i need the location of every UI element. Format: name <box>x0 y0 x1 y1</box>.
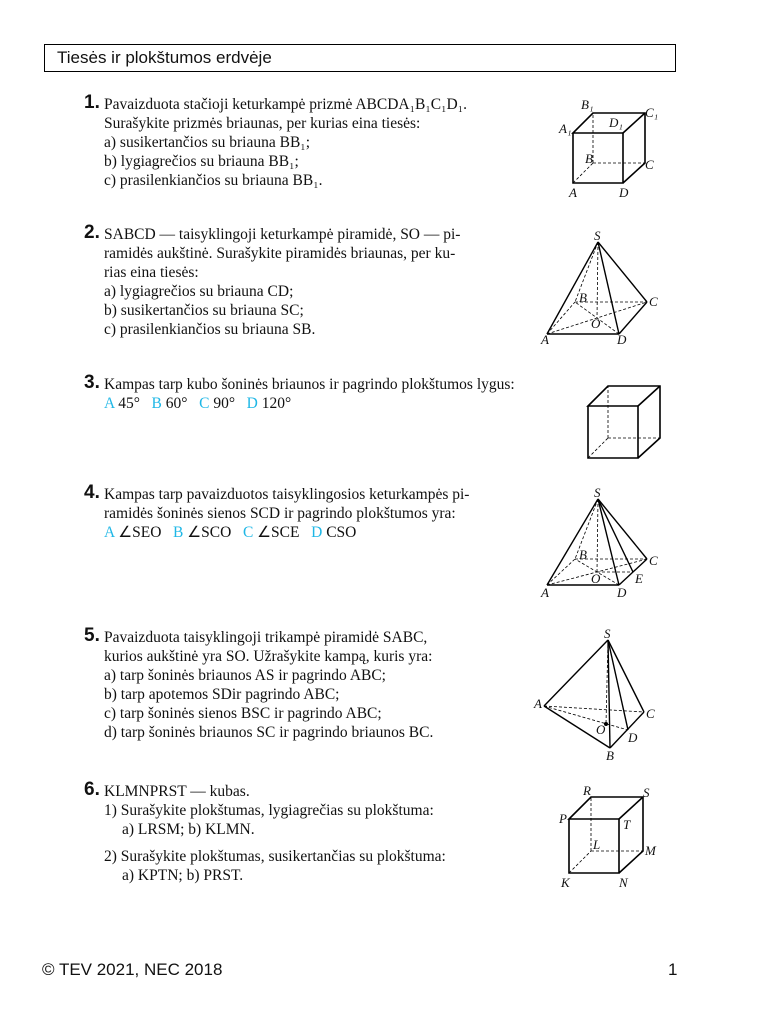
problem-number: 4. <box>84 482 100 503</box>
problem-5 <box>84 625 544 742</box>
problem-line: b) tarp apotemos SDir pagrindo ABC; <box>104 686 340 703</box>
problem-number: 6. <box>84 779 100 800</box>
vertex-label: C <box>646 706 655 721</box>
vertex-label: S <box>594 228 601 243</box>
pyramid-figure-4 <box>535 485 665 605</box>
option-text: ∠SCE <box>257 524 300 541</box>
vertex-label: B <box>585 151 593 166</box>
vertex-label: T <box>623 817 631 832</box>
vertex-label: D <box>617 332 627 347</box>
problem-4 <box>84 482 544 542</box>
option-letter: B <box>151 395 162 412</box>
page-title: Tiesės ir plokštumos erdvėje <box>57 48 272 67</box>
problem-line: Surašykite prizmės briaunas, per kurias eina tiesės: <box>104 115 421 132</box>
page-number: 1 <box>668 960 678 979</box>
option-letter: C <box>242 524 254 541</box>
vertex-label: L <box>593 837 601 852</box>
vertex-label: M <box>645 843 656 858</box>
problem-6 <box>84 779 544 885</box>
vertex-label: B₁ <box>581 97 594 112</box>
problem-line: c) prasilenkiančios su briauna BB₁. <box>104 172 323 189</box>
problem-line: 1) Surašykite plokštumas, lygiagrečias su plokštuma: <box>104 802 434 819</box>
vertex-label: A <box>534 696 542 711</box>
vertex-label: R <box>583 783 591 798</box>
vertex-label: C <box>649 553 658 568</box>
vertex-label: C <box>645 157 654 172</box>
option-letter: D <box>246 395 258 412</box>
problem-line: b) lygiagrečios su briauna BB₁; <box>104 153 299 170</box>
problem-line: a) KPTN; b) PRST. <box>122 867 244 884</box>
problem-line: b) susikertančios su briauna SC; <box>104 302 304 319</box>
problem-line: Kampas tarp pavaizduotos taisyklingosios keturkampės pi- <box>104 486 470 503</box>
option-letter: D <box>311 524 323 541</box>
vertex-label: O <box>596 722 606 737</box>
vertex-label: C₁ <box>645 105 659 120</box>
pyramid-figure-5 <box>530 628 665 763</box>
problem-line: ramidės aukštinė. Surašykite piramidės briaunas, per ku- <box>104 245 456 262</box>
option-text: ∠SEO <box>118 524 162 541</box>
cube-figure-3 <box>580 380 670 470</box>
vertex-label: D <box>628 730 638 745</box>
problem-number: 2. <box>84 222 100 243</box>
problem-line: Pavaizduota taisyklingoji trikampė piramidė SABC, <box>104 629 428 646</box>
option-text: ∠SCO <box>187 524 232 541</box>
vertex-label: E <box>635 571 643 586</box>
options-line <box>104 523 544 542</box>
vertex-label: S <box>643 785 650 800</box>
vertex-label: A <box>541 332 549 347</box>
option-text: 45° <box>118 395 140 412</box>
problem-number: 1. <box>84 92 100 113</box>
option-letter: B <box>173 524 184 541</box>
problem-number: 3. <box>84 372 100 393</box>
problem-line: d) tarp šoninės briaunos SC ir pagrindo briaunos BC. <box>104 724 434 741</box>
problem-line: ramidės šoninės sienos SCD ir pagrindo plokštumos yra: <box>104 505 456 522</box>
vertex-label: S <box>604 626 611 641</box>
footer-copyright: © TEV 2021, NEC 2018 <box>42 960 223 979</box>
option-text: 120° <box>261 395 292 412</box>
problem-1 <box>84 92 544 190</box>
problem-2 <box>84 222 544 339</box>
vertex-label: D <box>619 185 629 200</box>
vertex-label: B <box>579 290 587 305</box>
vertex-label: D <box>617 585 627 600</box>
vertex-label: C <box>649 294 658 309</box>
vertex-label: K <box>561 875 570 890</box>
option-text: 60° <box>165 395 188 412</box>
prism-figure <box>555 95 675 205</box>
option-letter: C <box>199 395 210 412</box>
problem-line: KLMNPRST — kubas. <box>104 783 250 800</box>
problem-line: kurios aukštinė yra SO. Užrašykite kampą, kuris yra: <box>104 648 433 665</box>
problem-line: c) prasilenkiančios su briauna SB. <box>104 321 316 338</box>
vertex-label: A <box>569 185 577 200</box>
problem-line: c) tarp šoninės sienos BSC ir pagrindo ABC; <box>104 705 382 722</box>
vertex-label: S <box>594 485 601 500</box>
title-box <box>44 44 676 72</box>
vertex-label: P <box>559 811 567 826</box>
problem-line: Pavaizduota stačioji keturkampė prizmė ABCDA₁B₁C₁D₁. <box>104 96 467 113</box>
cube-figure-6 <box>555 785 665 895</box>
options-line <box>104 394 544 413</box>
problem-line: a) tarp šoninės briaunos AS ir pagrindo ABC; <box>104 667 386 684</box>
problem-line: SABCD — taisyklingoji keturkampė piramidė, SO — pi- <box>104 226 461 243</box>
problem-line: rias eina tiesės: <box>104 264 199 281</box>
problem-number: 5. <box>84 625 100 646</box>
option-letter: A <box>104 395 115 412</box>
vertex-label: D₁ <box>609 115 623 130</box>
option-text: 90° <box>213 395 236 412</box>
vertex-label: N <box>619 875 628 890</box>
pyramid-figure-2 <box>535 228 665 348</box>
problem-line: Kampas tarp kubo šoninės briaunos ir pagrindo plokštumos lygus: <box>104 376 515 393</box>
vertex-label: B <box>606 748 614 763</box>
vertex-label: O <box>591 571 601 586</box>
problem-line: a) LRSM; b) KLMN. <box>122 821 255 838</box>
problem-line: a) lygiagrečios su briauna CD; <box>104 283 294 300</box>
option-text: CSO <box>326 524 357 541</box>
vertex-label: O <box>591 316 601 331</box>
vertex-label: A <box>541 585 549 600</box>
problem-line: 2) Surašykite plokštumas, susikertančias su plokštuma: <box>104 848 446 865</box>
problem-3 <box>84 372 544 413</box>
option-letter: A <box>104 524 115 541</box>
problem-line: a) susikertančios su briauna BB₁; <box>104 134 311 151</box>
vertex-label: B <box>579 547 587 562</box>
vertex-label: A₁ <box>559 121 572 136</box>
